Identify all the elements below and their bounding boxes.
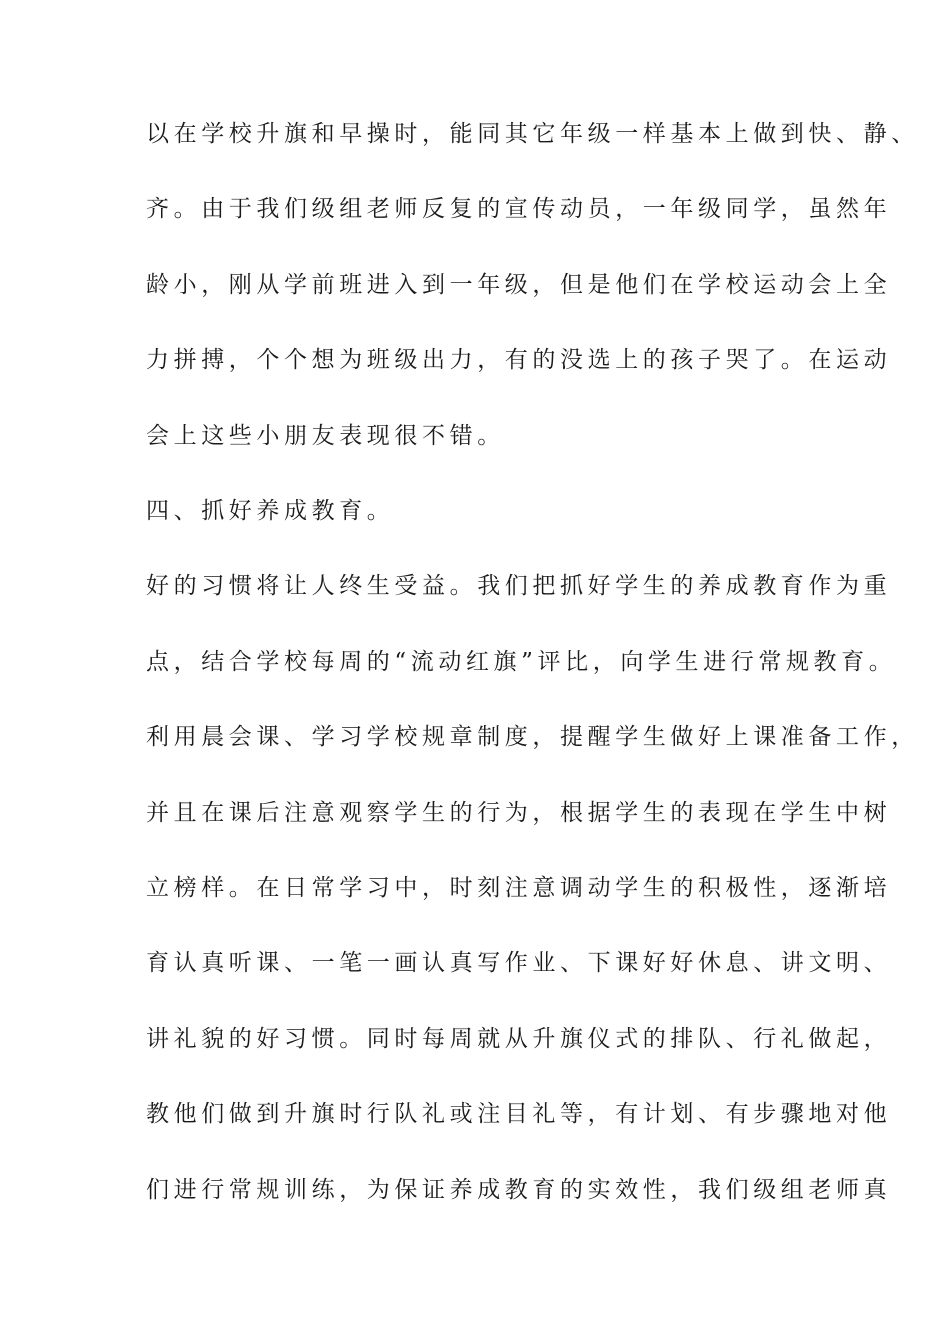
text-line: 力拼搏，个个想为班级出力，有的没选上的孩子哭了。在运动 <box>146 347 892 373</box>
text-line: 好的习惯将让人终生受益。我们把抓好学生的养成教育作为重 <box>146 573 892 599</box>
text-line: 并且在课后注意观察学生的行为，根据学生的表现在学生中树 <box>146 800 892 826</box>
text-line: 龄小，刚从学前班进入到一年级，但是他们在学校运动会上全 <box>146 272 892 298</box>
text-line: 会上这些小朋友表现很不错。 <box>146 423 505 449</box>
text-line: 立榜样。在日常学习中，时刻注意调动学生的积极性，逐渐培 <box>146 875 892 901</box>
text-line: 育认真听课、一笔一画认真写作业、下课好好休息、讲文明、 <box>146 950 892 976</box>
text-line: 利用晨会课、学习学校规章制度，提醒学生做好上课准备工作， <box>146 724 919 750</box>
text-line: 教他们做到升旗时行队礼或注目礼等，有计划、有步骤地对他 <box>146 1101 892 1127</box>
text-line: 讲礼貌的好习惯。同时每周就从升旗仪式的排队、行礼做起， <box>146 1026 892 1052</box>
text-line: 点，结合学校每周的“流动红旗”评比，向学生进行常规教育。 <box>146 649 897 675</box>
text-line: 齐。由于我们级组老师反复的宣传动员，一年级同学，虽然年 <box>146 196 892 222</box>
text-line: 们进行常规训练，为保证养成教育的实效性，我们级组老师真 <box>146 1177 892 1203</box>
section-heading: 四、抓好养成教育。 <box>146 498 395 524</box>
text-line: 以在学校升旗和早操时，能同其它年级一样基本上做到快、静、 <box>146 121 919 147</box>
